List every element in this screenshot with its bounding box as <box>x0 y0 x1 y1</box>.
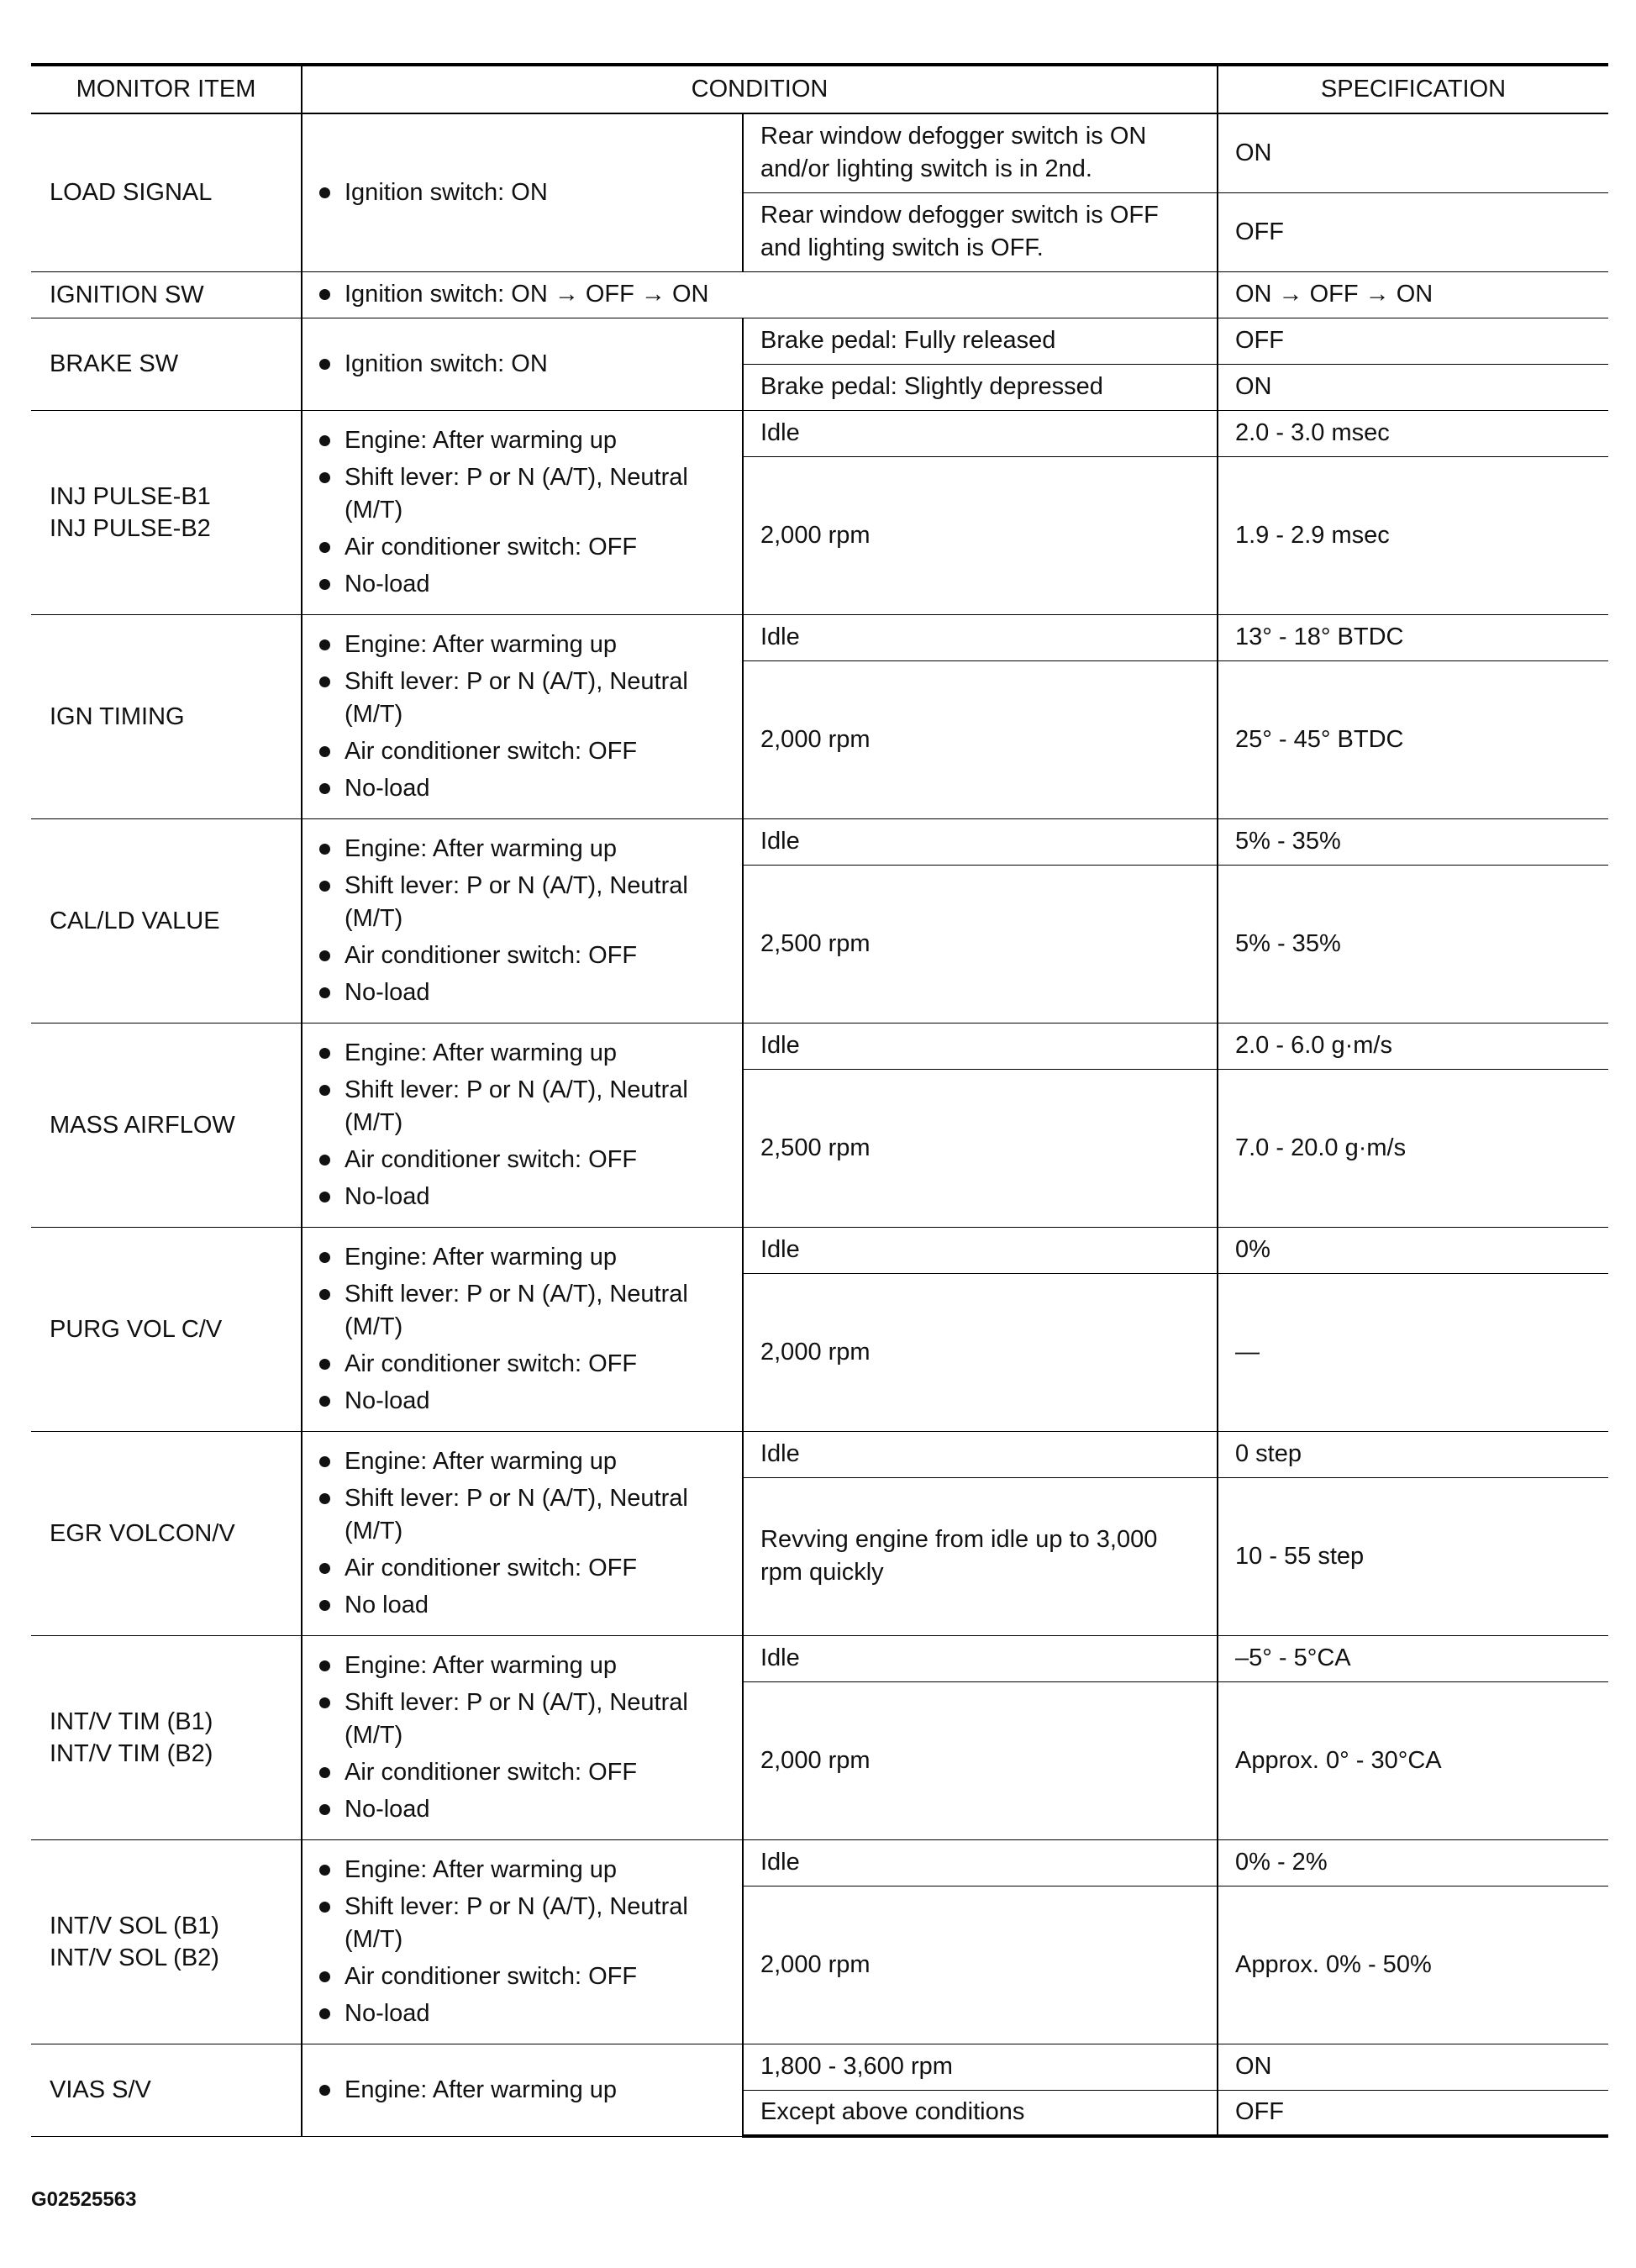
monitor-item: INT/V TIM (B1) INT/V TIM (B2) <box>31 1635 302 1839</box>
table-row <box>31 1635 1608 1681</box>
header-monitor-item: MONITOR ITEM <box>31 65 302 113</box>
list-item: Shift lever: P or N (A/T), Neutral (M/T) <box>319 461 725 527</box>
sub-condition: Brake pedal: Slightly depressed <box>743 364 1218 410</box>
list-item: Air conditioner switch: OFF <box>319 1960 725 1993</box>
spec-value: 0% - 2% <box>1218 1839 1608 1886</box>
list-item: No-load <box>319 1997 725 2030</box>
condition-cell <box>302 2044 743 2136</box>
table-row <box>31 1227 1608 1273</box>
table-row <box>31 1431 1608 1477</box>
sub-condition: Idle <box>743 1227 1218 1273</box>
list-item: Engine: After warming up <box>319 1445 725 1478</box>
condition-cell <box>302 1431 743 1635</box>
table-row <box>31 818 1608 865</box>
header-row <box>31 65 1608 113</box>
list-item: No-load <box>319 568 725 601</box>
spec-value: Approx. 0° - 30°CA <box>1218 1681 1608 1839</box>
list-item: Air conditioner switch: OFF <box>319 735 725 768</box>
spec-value: 25° - 45° BTDC <box>1218 660 1608 818</box>
sub-condition: 2,000 rpm <box>743 660 1218 818</box>
spec-value: 7.0 - 20.0 g·m/s <box>1218 1069 1608 1227</box>
spec-value: 2.0 - 3.0 msec <box>1218 410 1608 456</box>
sub-condition: 2,000 rpm <box>743 1681 1218 1839</box>
list-item: No-load <box>319 1385 725 1418</box>
spec-value: 5% - 35% <box>1218 865 1608 1023</box>
sub-condition: Rear window defogger switch is OFF and lighting switch is OFF. <box>743 192 1218 271</box>
table-row <box>31 1839 1608 1886</box>
monitor-item: INJ PULSE-B1 INJ PULSE-B2 <box>31 410 302 614</box>
sub-condition: 2,000 rpm <box>743 1886 1218 2044</box>
condition-cell <box>302 271 1218 318</box>
sub-condition: 2,000 rpm <box>743 456 1218 614</box>
monitor-spec-table <box>31 63 1608 2138</box>
sub-condition: Idle <box>743 614 1218 660</box>
list-item: Ignition switch: ON → OFF → ON <box>319 278 1200 311</box>
condition-cell <box>302 1227 743 1431</box>
list-item: No-load <box>319 772 725 805</box>
list-item: Shift lever: P or N (A/T), Neutral (M/T) <box>319 870 725 935</box>
list-item: Ignition switch: ON <box>319 348 725 381</box>
list-item: Engine: After warming up <box>319 629 725 661</box>
list-item: Engine: After warming up <box>319 833 725 866</box>
table-row <box>31 113 1608 192</box>
list-item: Air conditioner switch: OFF <box>319 1756 725 1789</box>
spec-value: 5% - 35% <box>1218 818 1608 865</box>
sub-condition: 2,000 rpm <box>743 1273 1218 1431</box>
table-row <box>31 318 1608 364</box>
list-item: Engine: After warming up <box>319 1241 725 1274</box>
spec-value: 13° - 18° BTDC <box>1218 614 1608 660</box>
condition-cell <box>302 1839 743 2044</box>
header-specification: SPECIFICATION <box>1218 65 1608 113</box>
monitor-item: MASS AIRFLOW <box>31 1023 302 1227</box>
condition-cell <box>302 318 743 410</box>
condition-cell <box>302 1023 743 1227</box>
sub-condition: Brake pedal: Fully released <box>743 318 1218 364</box>
list-item: Ignition switch: ON <box>319 176 725 209</box>
spec-value: OFF <box>1218 192 1608 271</box>
list-item: Air conditioner switch: OFF <box>319 939 725 972</box>
spec-value: 10 - 55 step <box>1218 1477 1608 1635</box>
list-item: No-load <box>319 976 725 1009</box>
monitor-item: IGN TIMING <box>31 614 302 818</box>
spec-value: OFF <box>1218 2090 1608 2136</box>
list-item: Engine: After warming up <box>319 424 725 457</box>
list-item: No-load <box>319 1793 725 1826</box>
sub-condition: Revving engine from idle up to 3,000 rpm quickly <box>743 1477 1218 1635</box>
list-item: Air conditioner switch: OFF <box>319 1144 725 1176</box>
monitor-item: LOAD SIGNAL <box>31 113 302 271</box>
condition-cell <box>302 818 743 1023</box>
spec-value: — <box>1218 1273 1608 1431</box>
sub-condition: Except above conditions <box>743 2090 1218 2136</box>
spec-value: Approx. 0% - 50% <box>1218 1886 1608 2044</box>
condition-cell <box>302 1635 743 1839</box>
list-item: Air conditioner switch: OFF <box>319 531 725 564</box>
monitor-item: PURG VOL C/V <box>31 1227 302 1431</box>
list-item: Air conditioner switch: OFF <box>319 1552 725 1585</box>
condition-cell <box>302 113 743 271</box>
sub-condition: Idle <box>743 1839 1218 1886</box>
sub-condition: Idle <box>743 410 1218 456</box>
list-item: Shift lever: P or N (A/T), Neutral (M/T) <box>319 1482 725 1548</box>
header-condition: CONDITION <box>302 65 1218 113</box>
monitor-item: IGNITION SW <box>31 271 302 318</box>
spec-value: 0% <box>1218 1227 1608 1273</box>
table-row <box>31 614 1608 660</box>
monitor-item: BRAKE SW <box>31 318 302 410</box>
spec-value: ON <box>1218 364 1608 410</box>
monitor-item: INT/V SOL (B1) INT/V SOL (B2) <box>31 1839 302 2044</box>
list-item: Shift lever: P or N (A/T), Neutral (M/T) <box>319 1687 725 1752</box>
list-item: Shift lever: P or N (A/T), Neutral (M/T) <box>319 1278 725 1344</box>
list-item: Engine: After warming up <box>319 1650 725 1682</box>
spec-value: 1.9 - 2.9 msec <box>1218 456 1608 614</box>
list-item: Engine: After warming up <box>319 2074 725 2107</box>
sub-condition: 2,500 rpm <box>743 865 1218 1023</box>
sub-condition: 2,500 rpm <box>743 1069 1218 1227</box>
sub-condition: Idle <box>743 818 1218 865</box>
monitor-item: VIAS S/V <box>31 2044 302 2136</box>
sub-condition: Rear window defogger switch is ON and/or lighting switch is in 2nd. <box>743 113 1218 192</box>
spec-value: ON → OFF → ON <box>1218 271 1608 318</box>
spec-value: ON <box>1218 113 1608 192</box>
monitor-item: EGR VOLCON/V <box>31 1431 302 1635</box>
table-row <box>31 410 1608 456</box>
sub-condition: Idle <box>743 1431 1218 1477</box>
list-item: Shift lever: P or N (A/T), Neutral (M/T) <box>319 1891 725 1956</box>
sub-condition: Idle <box>743 1635 1218 1681</box>
list-item: Shift lever: P or N (A/T), Neutral (M/T) <box>319 666 725 731</box>
table-row <box>31 271 1608 318</box>
spec-value: –5° - 5°CA <box>1218 1635 1608 1681</box>
sub-condition: Idle <box>743 1023 1218 1069</box>
spec-value: 0 step <box>1218 1431 1608 1477</box>
sub-condition: 1,800 - 3,600 rpm <box>743 2044 1218 2090</box>
condition-cell <box>302 614 743 818</box>
spec-value: 2.0 - 6.0 g·m/s <box>1218 1023 1608 1069</box>
figure-id: G02525563 <box>31 2188 137 2211</box>
spec-value: ON <box>1218 2044 1608 2090</box>
monitor-item: CAL/LD VALUE <box>31 818 302 1023</box>
list-item: No-load <box>319 1181 725 1213</box>
table-row <box>31 2044 1608 2090</box>
condition-cell <box>302 410 743 614</box>
spec-value: OFF <box>1218 318 1608 364</box>
list-item: Shift lever: P or N (A/T), Neutral (M/T) <box>319 1074 725 1139</box>
list-item: No load <box>319 1589 725 1622</box>
list-item: Engine: After warming up <box>319 1037 725 1070</box>
list-item: Air conditioner switch: OFF <box>319 1348 725 1381</box>
table-row <box>31 1023 1608 1069</box>
list-item: Engine: After warming up <box>319 1854 725 1886</box>
